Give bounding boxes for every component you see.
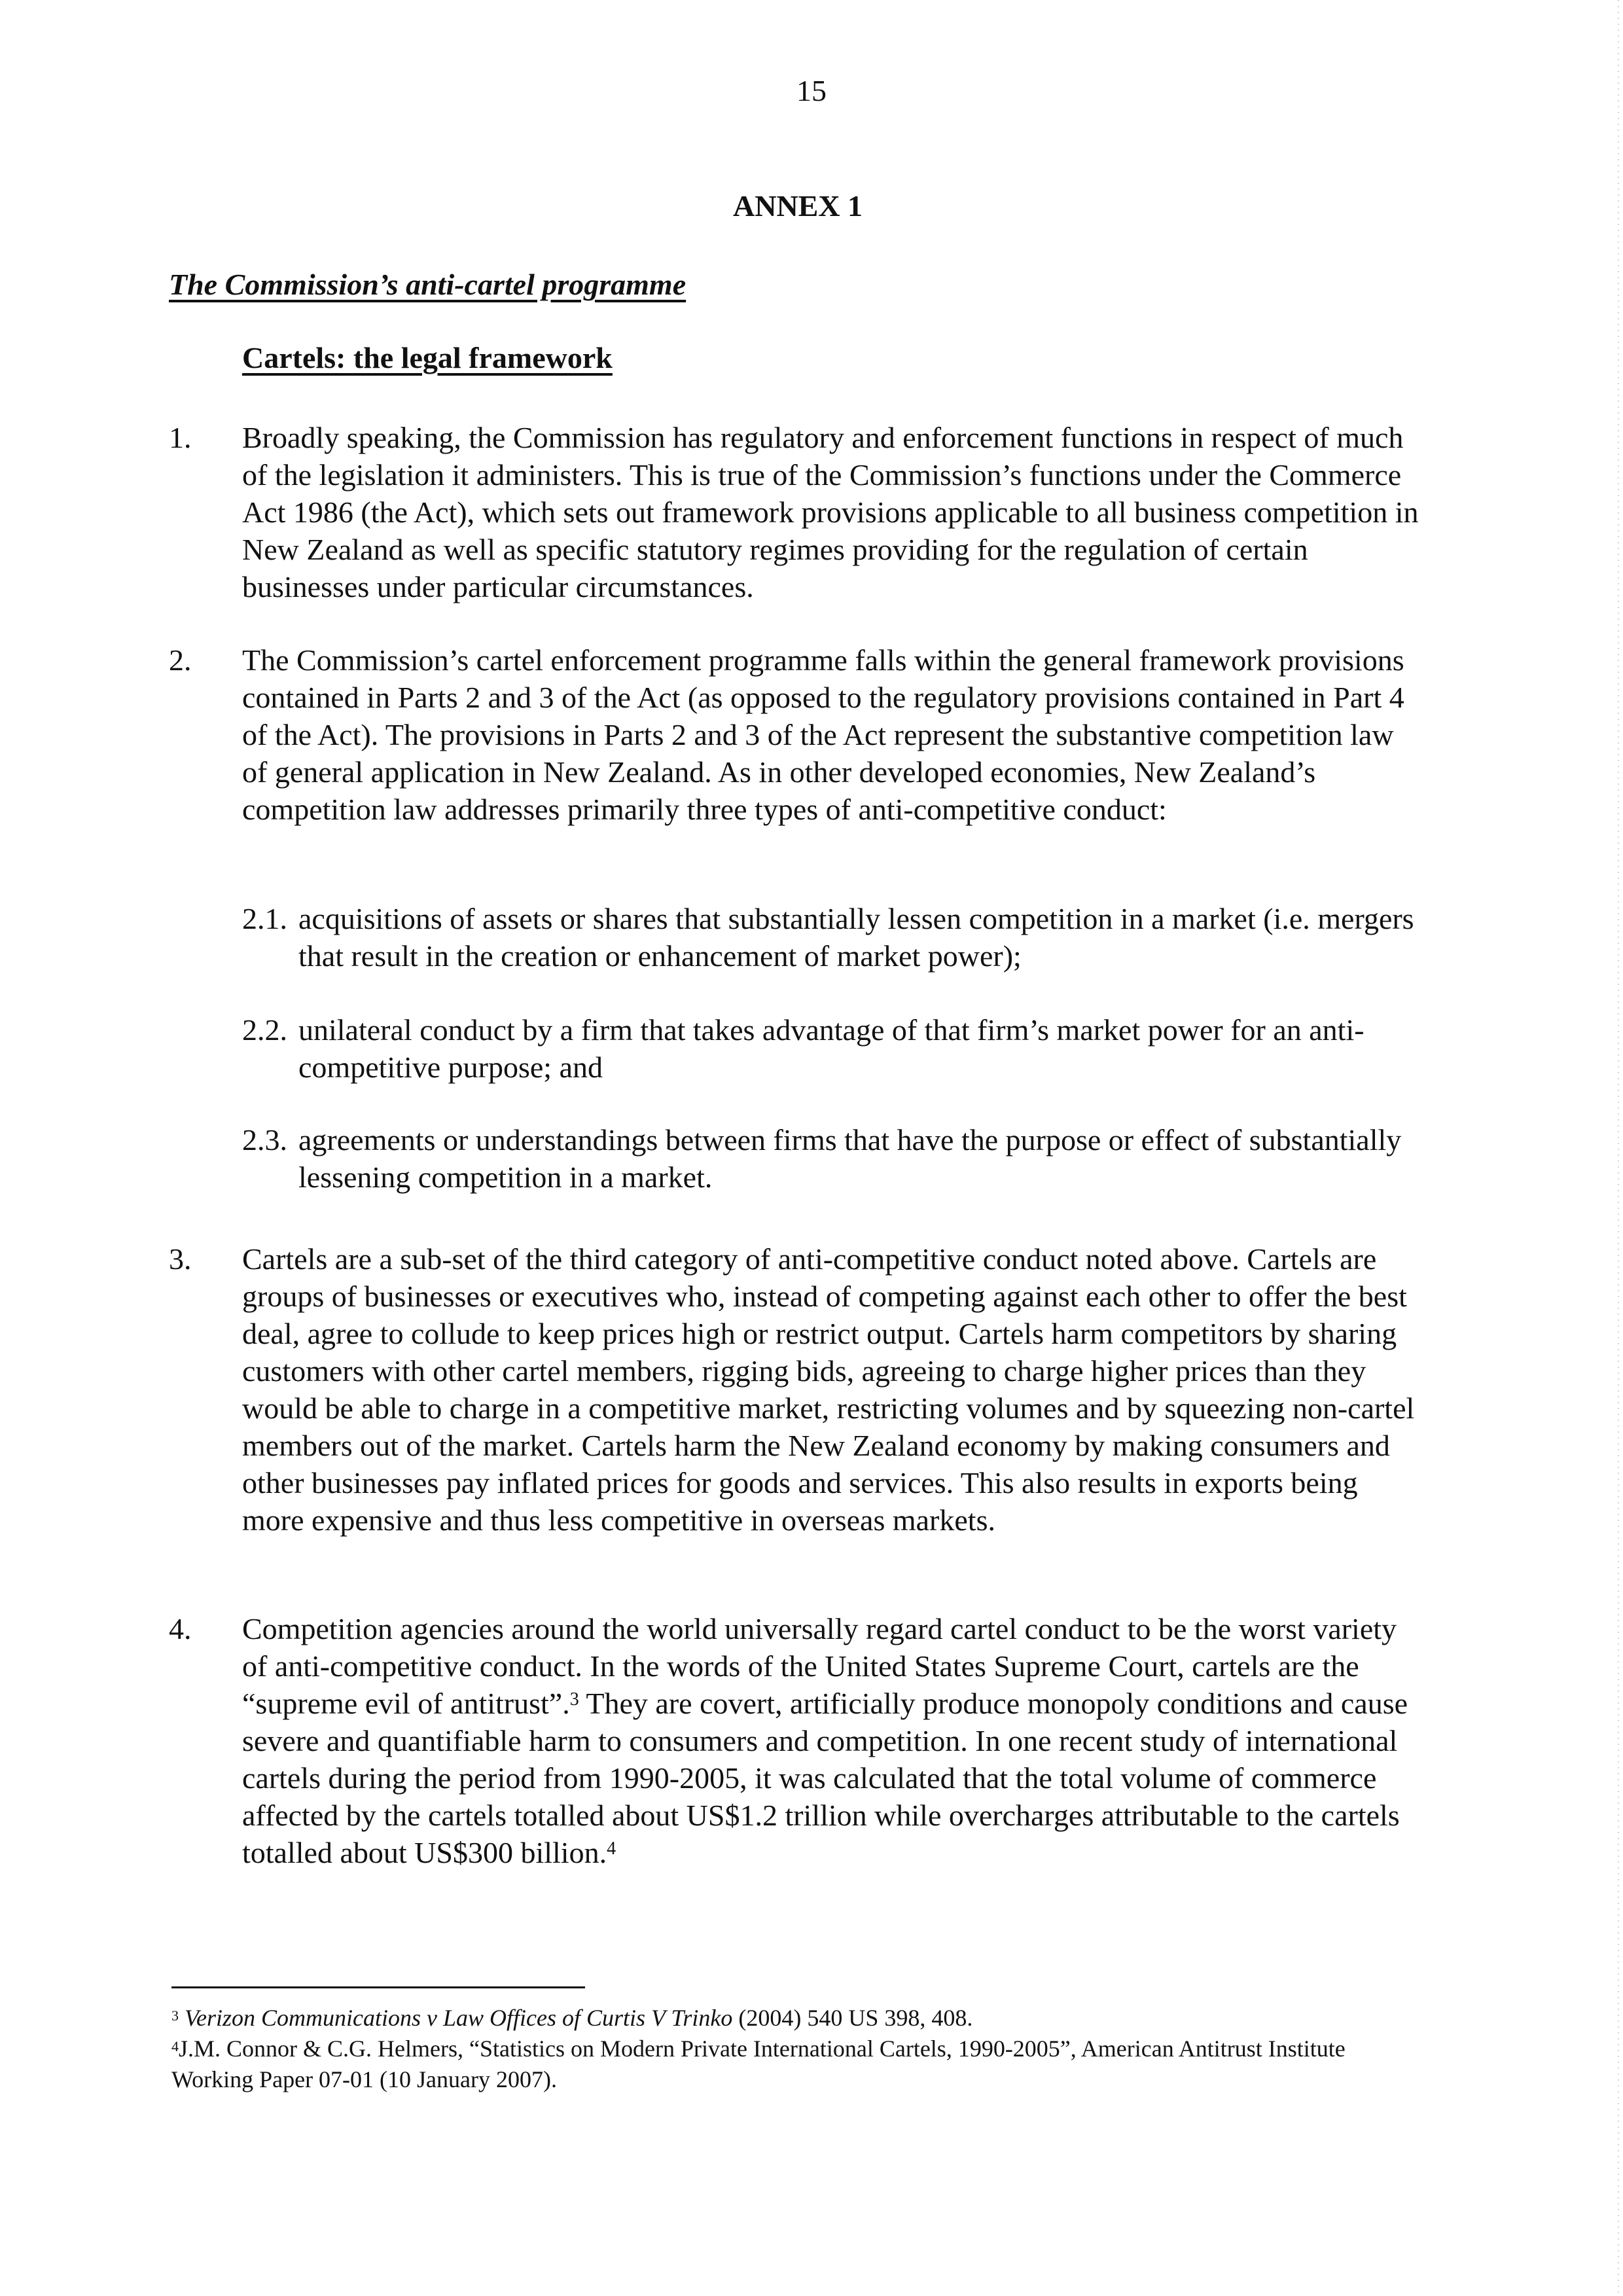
footnote-separator — [171, 1986, 585, 1988]
subparagraph-text: acquisitions of assets or shares that substantially lessen competition in a market (i.e. mergers that result in the creation or enhancement of market power); — [298, 902, 1414, 973]
paragraph-text-part-2: They are covert, artificially produce monopoly conditions and cause severe and quantifiable harm to consumers and competition. In one recent study of international cartels during the period from 1990-2005, it was calculated that the total volume of commerce affected by the cartels totalled about US$1.2 trillion while overcharges attributable to the cartels totalled about US$300 billion. — [242, 1687, 1408, 1869]
footnote-3 — [171, 2003, 1415, 2034]
paragraph-text: The Commission’s cartel enforcement programme falls within the general framework provisions contained in Parts 2 and 3 of the Act (as opposed to the regulatory provisions contained in Part 4 of the Act). The provisions in Parts 2 and 3 of the Act represent the substantive competition law of general application in New Zealand. As in other developed economies, New Zealand’s competition law addresses primarily three types of anti-competitive conduct: — [242, 643, 1404, 826]
paragraph-1 — [169, 419, 1425, 605]
footnote-citation: (2004) 540 US 398, 408. — [732, 2005, 973, 2031]
paragraph-text — [242, 1610, 1425, 1871]
subparagraph-text: agreements or understandings between firms that have the purpose or effect of substantially lessening competition in a market. — [298, 1123, 1402, 1194]
paragraph-number: 2. — [169, 643, 192, 677]
paragraph-3 — [169, 1240, 1425, 1539]
subparagraph-text: unilateral conduct by a firm that takes advantage of that firm’s market power for an anti-competitive purpose; and — [298, 1013, 1364, 1084]
paragraph-number: 4. — [169, 1612, 192, 1645]
footnote-4 — [171, 2034, 1415, 2095]
footnote-number: 3 — [171, 2007, 179, 2024]
scan-edge-artifact — [1618, 0, 1619, 2296]
subparagraph-2-3 — [242, 1121, 1427, 1196]
page-number: 15 — [796, 74, 827, 107]
paragraph-text-part-1: Competition agencies around the world universally regard cartel conduct to be the worst variety of anti-competitive conduct. In the words of the United States Supreme Court, cartels are the “supreme evil of antitrust”. — [242, 1612, 1397, 1720]
footnote-reference-4[interactable]: 4 — [607, 1839, 616, 1859]
footnote-citation: J.M. Connor & C.G. Helmers, “Statistics on Modern Private International Cartels, 1990-2005”, American Antitrust Institute Working Paper 07-01 (10 January 2007). — [171, 2036, 1346, 2092]
subsection-title: Cartels: the legal framework — [242, 341, 613, 374]
section-title: The Commission’s anti-cartel programme — [169, 268, 687, 301]
paragraph-text: Broadly speaking, the Commission has regulatory and enforcement functions in respect of much of the legislation it administers. This is true of the Commission’s functions under the Commerce Act 1986 (the Act), which sets out framework provisions applicable to all business competition in New Zealand as well as specific statutory regimes providing for the regulation of certain businesses under particular circumstances. — [242, 421, 1419, 603]
footnote-reference-3[interactable]: 3 — [569, 1689, 579, 1710]
paragraph-4 — [169, 1610, 1425, 1871]
footnote-number: 4 — [171, 2038, 179, 2054]
subparagraph-2-2 — [242, 1011, 1427, 1086]
annex-title: ANNEX 1 — [733, 189, 863, 223]
paragraph-text: Cartels are a sub-set of the third category of anti-competitive conduct noted above. Cartels are groups of businesses or executives who, instead of competing against each other to offer the best deal, agree to collude to keep prices high or restrict output. Cartels harm competitors by sharing customers with other cartel members, rigging bids, agreeing to charge higher prices than they would be able to charge in a competitive market, restricting volumes and by squeezing non-cartel members out of the market. Cartels harm the New Zealand economy by making consumers and other businesses pay inflated prices for goods and services. This also results in exports being more expensive and thus less competitive in overseas markets. — [242, 1242, 1415, 1537]
paragraph-2 — [169, 641, 1425, 828]
subparagraph-number: 2.2. — [242, 1013, 287, 1047]
subparagraph-number: 2.3. — [242, 1123, 287, 1157]
paragraph-number: 1. — [169, 421, 192, 454]
paragraph-number: 3. — [169, 1242, 192, 1276]
case-name: Verizon Communications v Law Offices of Curtis V Trinko — [185, 2005, 733, 2031]
footnotes — [171, 2003, 1415, 2095]
subparagraph-2-1 — [242, 900, 1427, 975]
subparagraph-number: 2.1. — [242, 902, 287, 935]
